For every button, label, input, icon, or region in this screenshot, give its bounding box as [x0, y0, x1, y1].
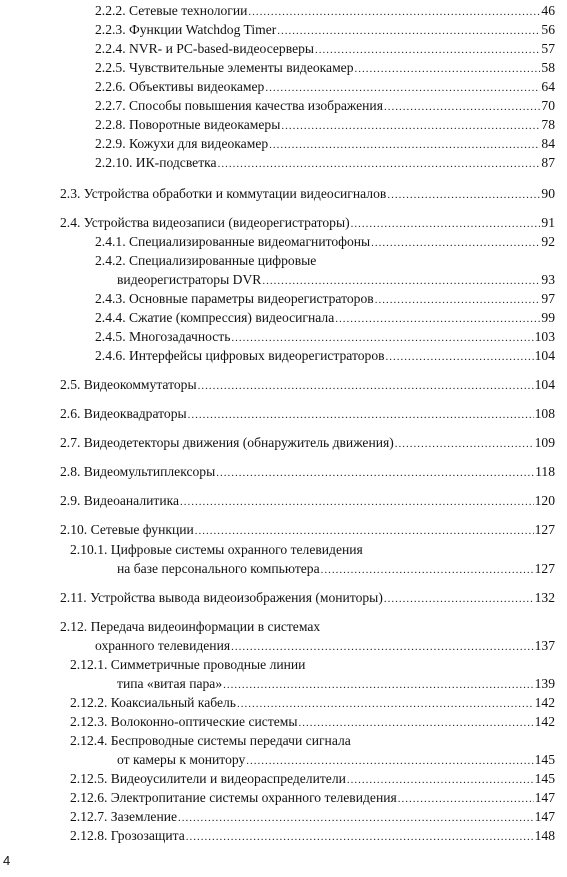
- toc-entry-page: 46: [541, 3, 555, 18]
- toc-entry-title: 2.2.4. NVR- и PC-based-видеосерверы: [95, 41, 315, 56]
- dot-leader: [315, 42, 540, 59]
- toc-entry: [95, 252, 555, 269]
- toc-entry-title: типа «витая пара»: [117, 676, 223, 691]
- toc-entry-title: 2.12.2. Коаксиальный кабель: [70, 695, 236, 710]
- dot-leader: [178, 810, 534, 827]
- toc-entry: [60, 618, 555, 635]
- dot-leader: [321, 562, 534, 579]
- toc-entry-title: 2.4.1. Специализированные видеомагнитофоны: [95, 234, 371, 249]
- toc-entry-title: 2.4.6. Интерфейсы цифровых видеорегистраторов: [95, 348, 385, 363]
- toc-entry-title: 2.5. Видеокоммутаторы: [60, 377, 197, 392]
- toc-entry: [60, 214, 555, 233]
- dot-leader: [231, 639, 534, 656]
- toc-entry-title: 2.2.7. Способы повышения качества изображения: [95, 98, 383, 113]
- toc-entry: [117, 271, 555, 290]
- toc-entry-title: 2.9. Видеоаналитика: [60, 493, 180, 508]
- toc-entry-page: 142: [534, 695, 555, 710]
- toc-entry: [60, 492, 555, 511]
- toc-entry-title: 2.7. Видеодетекторы движения (обнаружитель движения): [60, 435, 394, 450]
- toc-entry-title: 2.12. Передача видеоинформации в системах: [60, 619, 321, 634]
- toc-entry-page: 104: [534, 348, 555, 363]
- toc-entry-page: 64: [541, 79, 555, 94]
- toc-entry-page: 92: [541, 234, 555, 249]
- dot-leader: [248, 4, 540, 21]
- dot-leader: [186, 829, 534, 846]
- toc-entry: [60, 185, 555, 204]
- toc-entry-page: 87: [541, 155, 555, 170]
- toc-entry-title: 2.12.7. Заземление: [70, 809, 178, 824]
- toc-entry: [95, 97, 555, 116]
- toc-entry-page: 99: [541, 310, 555, 325]
- toc-entry-page: 93: [541, 272, 555, 287]
- toc-entry: [117, 675, 555, 694]
- toc-entry-page: 84: [541, 136, 555, 151]
- toc-entry-page: 108: [534, 406, 555, 421]
- toc-entry-page: 56: [541, 22, 555, 37]
- dot-leader: [216, 465, 534, 482]
- toc-entry-title: 2.4.3. Основные параметры видеорегистраторов: [95, 291, 374, 306]
- toc-entry: [70, 770, 555, 789]
- dot-leader: [355, 61, 541, 78]
- toc-entry-page: 137: [534, 638, 555, 653]
- toc-entry-title: 2.3. Устройства обработки и коммутации видеосигналов: [60, 186, 387, 201]
- toc-entry: [95, 78, 555, 97]
- toc-entry: [95, 154, 555, 173]
- toc-entry-page: 91: [541, 215, 555, 230]
- toc-entry-title: 2.10. Сетевые функции: [60, 522, 194, 537]
- toc-entry-page: 104: [534, 377, 555, 392]
- toc-entry-title: 2.2.2. Сетевые технологии: [95, 3, 248, 18]
- dot-leader: [277, 23, 540, 40]
- toc-entry: [95, 21, 555, 40]
- dot-leader: [386, 349, 534, 366]
- toc-entry-title: 2.10.1. Цифровые системы охранного телевидения: [70, 542, 363, 557]
- toc-entry: [95, 40, 555, 59]
- toc-entry-title: 2.2.9. Кожухи для видеокамер: [95, 136, 269, 151]
- dot-leader: [265, 80, 540, 97]
- toc-entry-title: 2.4.2. Специализированные цифровые: [95, 253, 317, 268]
- toc-entry: [95, 347, 555, 366]
- toc-entry: [95, 290, 555, 309]
- toc-entry: [95, 116, 555, 135]
- toc-entry-page: 139: [534, 676, 555, 691]
- dot-leader: [351, 216, 541, 233]
- toc-entry-page: 148: [534, 828, 555, 843]
- toc-entry: [70, 713, 555, 732]
- toc-entry-title: от камеры к монитору: [117, 752, 246, 767]
- toc-entry-title: 2.4. Устройства видеозаписи (видеорегистраторы): [60, 215, 350, 230]
- toc-entry: [95, 309, 555, 328]
- dot-leader: [384, 99, 540, 116]
- dot-leader: [398, 791, 534, 808]
- toc-entry-title: охранного телевидения: [95, 638, 231, 653]
- toc-entry: [70, 732, 555, 749]
- toc-entry: [95, 637, 555, 656]
- toc-entry-page: 103: [534, 329, 555, 344]
- toc-entry: [60, 463, 555, 482]
- toc-entry-page: 57: [541, 41, 555, 56]
- toc-entry-title: 2.2.5. Чувствительные элементы видеокамер: [95, 60, 354, 75]
- dot-leader: [347, 772, 534, 789]
- dot-leader: [371, 235, 540, 252]
- toc-entry-title: на базе персонального компьютера: [117, 561, 320, 576]
- toc-entry-page: 58: [541, 60, 555, 75]
- toc-entry-page: 145: [534, 771, 555, 786]
- toc-entry: [60, 521, 555, 540]
- toc-entry-page: 97: [541, 291, 555, 306]
- toc-entry: [70, 827, 555, 846]
- toc-entry: [95, 59, 555, 78]
- dot-leader: [231, 330, 533, 347]
- toc-entry-page: 147: [534, 790, 555, 805]
- toc-entry-title: 2.6. Видеоквадраторы: [60, 406, 187, 421]
- toc-entry-title: 2.4.5. Многозадачность: [95, 329, 231, 344]
- toc-entry-title: 2.11. Устройства вывода видеоизображения (мониторы): [60, 590, 383, 605]
- dot-leader: [188, 407, 534, 424]
- dot-leader: [180, 494, 534, 511]
- toc-entry-title: 2.2.3. Функции Watchdog Timer: [95, 22, 277, 37]
- toc-entry-page: 120: [534, 493, 555, 508]
- toc-entry-page: 118: [535, 464, 555, 479]
- toc-entry: [70, 541, 555, 558]
- toc-entry: [117, 560, 555, 579]
- toc-entry: [95, 233, 555, 252]
- toc-entry-page: 70: [541, 98, 555, 113]
- toc-entry: [117, 751, 555, 770]
- toc-entry: [60, 405, 555, 424]
- toc-entry-page: 132: [534, 590, 555, 605]
- dot-leader: [223, 677, 533, 694]
- toc-entry: [95, 135, 555, 154]
- toc-entry-title: 2.2.8. Поворотные видеокамеры: [95, 117, 281, 132]
- toc-entry-title: 2.2.6. Объективы видеокамер: [95, 79, 265, 94]
- toc-entry-title: 2.8. Видеомультиплексоры: [60, 464, 216, 479]
- dot-leader: [262, 273, 540, 290]
- toc-entry-title: 2.12.6. Электропитание системы охранного телевидения: [70, 790, 397, 805]
- dot-leader: [375, 292, 541, 309]
- toc-entry: [60, 376, 555, 395]
- toc-entry-title: 2.4.4. Сжатие (компрессия) видеосигнала: [95, 310, 335, 325]
- dot-leader: [237, 696, 534, 713]
- toc-entry-page: 127: [534, 522, 555, 537]
- toc-entry-page: 127: [534, 561, 555, 576]
- dot-leader: [281, 118, 540, 135]
- toc-entry-page: 147: [534, 809, 555, 824]
- toc-entry: [70, 656, 555, 673]
- toc-entry-title: 2.12.5. Видеоусилители и видеораспределители: [70, 771, 346, 786]
- toc-entry: [70, 789, 555, 808]
- toc-entry: [95, 2, 555, 21]
- dot-leader: [384, 591, 534, 608]
- page-number: 4: [3, 853, 11, 868]
- toc-entry-page: 145: [534, 752, 555, 767]
- toc-entry-title: 2.12.1. Симметричные проводные линии: [70, 657, 306, 672]
- toc-entry-title: 2.12.3. Волоконно-оптические системы: [70, 714, 298, 729]
- dot-leader: [387, 187, 540, 204]
- toc-entry-title: 2.2.10. ИК-подсветка: [95, 155, 217, 170]
- dot-leader: [269, 137, 540, 154]
- dot-leader: [198, 378, 534, 395]
- dot-leader: [195, 523, 534, 540]
- toc-entry: [70, 694, 555, 713]
- toc-entry-title: 2.12.8. Грозозащита: [70, 828, 185, 843]
- toc-entry-title: 2.12.4. Беспроводные системы передачи сигнала: [70, 733, 351, 748]
- dot-leader: [218, 156, 541, 173]
- toc-entry: [60, 434, 555, 453]
- toc-entry: [60, 589, 555, 608]
- dot-leader: [335, 311, 540, 328]
- toc-entry-title: видеорегистраторы DVR: [117, 272, 262, 287]
- toc-entry-page: 78: [541, 117, 555, 132]
- toc-entry-page: 90: [541, 186, 555, 201]
- toc-entry: [95, 328, 555, 347]
- dot-leader: [299, 715, 534, 732]
- dot-leader: [246, 753, 533, 770]
- dot-leader: [395, 436, 534, 453]
- toc-entry: [70, 808, 555, 827]
- toc-entry-page: 142: [534, 714, 555, 729]
- toc-entry-page: 109: [534, 435, 555, 450]
